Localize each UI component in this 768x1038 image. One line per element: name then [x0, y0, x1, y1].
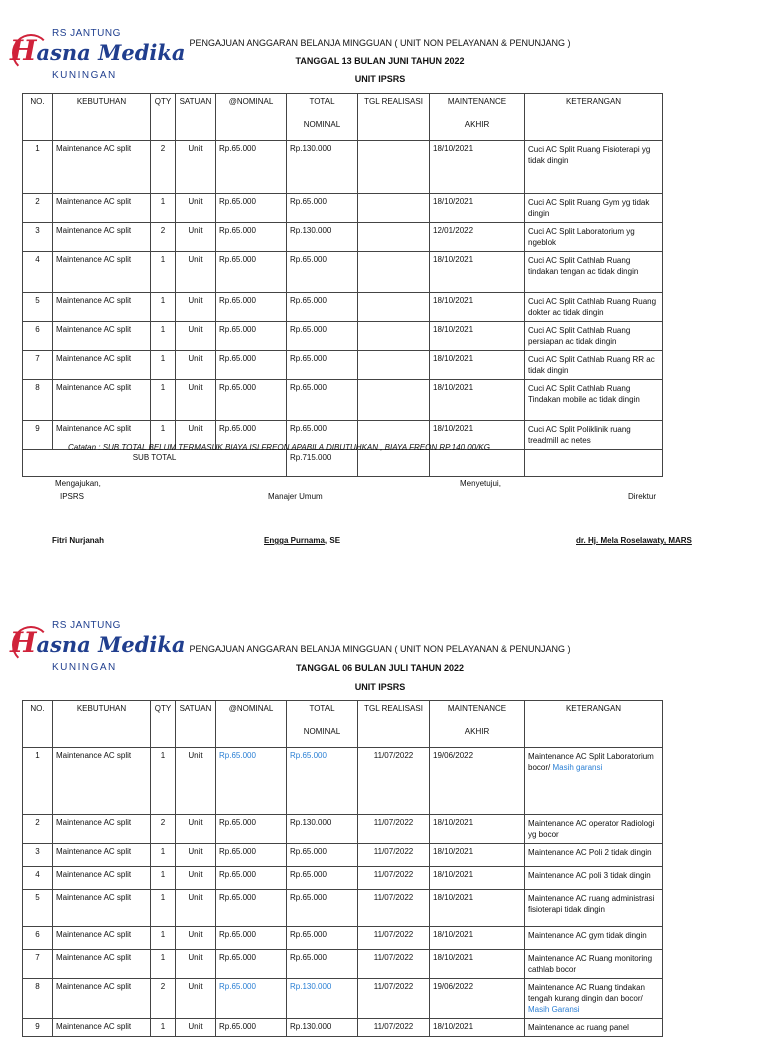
header-kebutuhan: KEBUTUHAN [53, 701, 151, 748]
header-qty: QTY [151, 701, 176, 748]
header-keterangan: KETERANGAN [525, 94, 663, 141]
cell-maintenance-akhir: 18/10/2021 [430, 421, 525, 450]
cell-no: 2 [23, 815, 53, 844]
cell-total: Rp.65.000 [287, 322, 358, 351]
table-row [23, 890, 663, 927]
cell-tgl-realisasi: 11/07/2022 [358, 815, 430, 844]
header-satuan: SATUAN [176, 701, 216, 748]
cell-kebutuhan: Maintenance AC split [53, 141, 151, 194]
cell-satuan: Unit [176, 950, 216, 979]
cell-tgl-realisasi [358, 351, 430, 380]
header-nominal: @NOMINAL [216, 701, 287, 748]
cell-no: 3 [23, 223, 53, 252]
cell-keterangan [525, 867, 663, 890]
cell-keterangan [525, 844, 663, 867]
cell-kebutuhan: Maintenance AC split [53, 223, 151, 252]
cell-satuan: Unit [176, 748, 216, 815]
cell-tgl-realisasi [358, 380, 430, 421]
document-title: PENGAJUAN ANGGARAN BELANJA MINGGUAN ( UNIT NON PELAYANAN & PENUNJANG ) [189, 38, 571, 48]
cell-tgl-realisasi [358, 322, 430, 351]
cell-total: Rp.65.000 [287, 351, 358, 380]
document-date: TANGGAL 13 BULAN JUNI TAHUN 2022 [295, 56, 465, 66]
cell-kebutuhan: Maintenance AC split [53, 927, 151, 950]
cell-kebutuhan: Maintenance AC split [53, 293, 151, 322]
cell-qty: 2 [151, 141, 176, 194]
cell-qty: 1 [151, 867, 176, 890]
cell-keterangan: Cuci AC Split Cathlab Ruang RR ac tidak dingin [525, 351, 663, 380]
cell-satuan: Unit [176, 252, 216, 293]
cell-satuan: Unit [176, 890, 216, 927]
signer-name-manajer [264, 536, 340, 545]
cell-nominal: Rp.65.000 [216, 890, 287, 927]
cell-tgl-realisasi: 11/07/2022 [358, 748, 430, 815]
cell-kebutuhan: Maintenance AC split [53, 867, 151, 890]
cell-maintenance-akhir: 19/06/2022 [430, 748, 525, 815]
cell-kebutuhan: Maintenance AC split [53, 815, 151, 844]
cell-tgl-realisasi [358, 194, 430, 223]
header-nominal: @NOMINAL [216, 94, 287, 141]
header-maintenance-line1: MAINTENANCE [447, 97, 507, 106]
cell-tgl-realisasi: 11/07/2022 [358, 927, 430, 950]
cell-qty: 1 [151, 293, 176, 322]
cell-maintenance-akhir: 18/10/2021 [430, 1019, 525, 1037]
cell-total: Rp.130.000 [287, 979, 358, 1019]
cell-kebutuhan: Maintenance AC split [53, 748, 151, 815]
cell-qty: 2 [151, 979, 176, 1019]
table-row [23, 979, 663, 1019]
table-row [23, 867, 663, 890]
cell-no: 3 [23, 844, 53, 867]
header-tgl-realisasi: TGL REALISASI [358, 701, 430, 748]
header-tgl-realisasi: TGL REALISASI [358, 94, 430, 141]
cell-tgl-realisasi: 11/07/2022 [358, 890, 430, 927]
table-row [23, 252, 663, 293]
cell-satuan: Unit [176, 815, 216, 844]
cell-qty: 1 [151, 252, 176, 293]
cell-no: 7 [23, 351, 53, 380]
cell-kebutuhan: Maintenance AC split [53, 1019, 151, 1037]
subtotal-value: Rp.715.000 [287, 450, 358, 477]
table-row [23, 351, 663, 380]
cell-total: Rp.65.000 [287, 380, 358, 421]
cell-nominal: Rp.65.000 [216, 380, 287, 421]
cell-no: 2 [23, 194, 53, 223]
document-unit: UNIT IPSRS [354, 74, 406, 84]
cell-total: Rp.65.000 [287, 421, 358, 450]
table-row [23, 322, 663, 351]
cell-no: 5 [23, 293, 53, 322]
document-title: PENGAJUAN ANGGARAN BELANJA MINGGUAN ( UNIT NON PELAYANAN & PENUNJANG ) [189, 644, 571, 654]
cell-nominal: Rp.65.000 [216, 927, 287, 950]
cell-keterangan [525, 815, 663, 844]
budget-request-document-july [0, 618, 768, 1038]
cell-maintenance-akhir: 18/10/2021 [430, 950, 525, 979]
cell-total: Rp.65.000 [287, 950, 358, 979]
logo-initial: H [10, 626, 37, 659]
cell-kebutuhan: Maintenance AC split [53, 979, 151, 1019]
cell-kebutuhan: Maintenance AC split [53, 322, 151, 351]
cell-total: Rp.65.000 [287, 194, 358, 223]
cell-total: Rp.65.000 [287, 293, 358, 322]
cell-maintenance-akhir: 18/10/2021 [430, 844, 525, 867]
cell-maintenance-akhir: 18/10/2021 [430, 815, 525, 844]
cell-kebutuhan: Maintenance AC split [53, 380, 151, 421]
subtotal-empty-cell [525, 450, 663, 477]
cell-maintenance-akhir: 12/01/2022 [430, 223, 525, 252]
header-maintenance-line2: AKHIR [464, 727, 490, 736]
header-total-line1: TOTAL [309, 704, 335, 713]
keterangan-text: Maintenance AC gym tidak dingin [528, 931, 647, 940]
cell-keterangan [525, 1019, 663, 1037]
header-total [287, 701, 358, 748]
header-maintenance [430, 701, 525, 748]
freon-note: Catatan : SUB TOTAL BELUM TERMASUK BIAYA ISI FREON APABILA DIBUTUHKAN , BIAYA FREON RP.140.00/KG [68, 443, 490, 452]
cell-total: Rp.65.000 [287, 890, 358, 927]
logo-name-rest: asna Medika [36, 40, 186, 65]
cell-nominal: Rp.65.000 [216, 252, 287, 293]
cell-total: Rp.130.000 [287, 223, 358, 252]
cell-tgl-realisasi [358, 252, 430, 293]
cell-maintenance-akhir: 18/10/2021 [430, 380, 525, 421]
cell-no: 1 [23, 748, 53, 815]
signer-name-ipsrs: Fitri Nurjanah [52, 536, 105, 545]
subtotal-label: SUB TOTAL [23, 450, 287, 477]
cell-no: 8 [23, 979, 53, 1019]
cell-qty: 1 [151, 844, 176, 867]
cell-keterangan [525, 950, 663, 979]
cell-maintenance-akhir: 18/10/2021 [430, 194, 525, 223]
cell-total: Rp.65.000 [287, 844, 358, 867]
table-header-row [23, 94, 663, 141]
cell-maintenance-akhir: 19/06/2022 [430, 979, 525, 1019]
cell-nominal: Rp.65.000 [216, 223, 287, 252]
cell-nominal: Rp.65.000 [216, 351, 287, 380]
cell-total: Rp.65.000 [287, 252, 358, 293]
header-no: NO. [23, 94, 53, 141]
subtotal-empty-cell [358, 450, 430, 477]
cell-nominal: Rp.65.000 [216, 421, 287, 450]
cell-satuan: Unit [176, 141, 216, 194]
table-row [23, 194, 663, 223]
cell-maintenance-akhir: 18/10/2021 [430, 293, 525, 322]
cell-no: 9 [23, 1019, 53, 1037]
signer-name-direktur: dr. Hj. Mela Roselawaty, MARS [576, 536, 692, 545]
cell-tgl-realisasi [358, 141, 430, 194]
subtotal-row [23, 450, 663, 477]
keterangan-text: Maintenance AC operator Radiologi yg bocor [528, 819, 655, 839]
table-row [23, 141, 663, 194]
cell-total: Rp.65.000 [287, 748, 358, 815]
cell-tgl-realisasi: 11/07/2022 [358, 867, 430, 890]
hospital-logo [10, 620, 186, 678]
hospital-logo [10, 28, 186, 86]
keterangan-warranty-note: Masih Garansi [528, 1005, 580, 1014]
table-row [23, 293, 663, 322]
cell-qty: 1 [151, 322, 176, 351]
cell-keterangan [525, 748, 663, 815]
logo-subtitle: KUNINGAN [52, 70, 117, 81]
cell-total: Rp.130.000 [287, 815, 358, 844]
cell-kebutuhan: Maintenance AC split [53, 844, 151, 867]
keterangan-text: Maintenance AC ruang administrasi fisioterapi tidak dingin [528, 894, 655, 914]
cell-satuan: Unit [176, 351, 216, 380]
cell-satuan: Unit [176, 223, 216, 252]
cell-kebutuhan: Maintenance AC split [53, 351, 151, 380]
cell-kebutuhan: Maintenance AC split [53, 194, 151, 223]
cell-satuan: Unit [176, 421, 216, 450]
table-row [23, 748, 663, 815]
cell-nominal: Rp.65.000 [216, 1019, 287, 1037]
cell-qty: 1 [151, 194, 176, 223]
cell-qty: 1 [151, 748, 176, 815]
cell-qty: 1 [151, 380, 176, 421]
keterangan-warranty-note: Masih garansi [552, 763, 603, 772]
header-maintenance-line1: MAINTENANCE [447, 704, 507, 713]
header-maintenance [430, 94, 525, 141]
signer-name-manajer-text: Engga Purnama [264, 536, 325, 545]
table-row [23, 844, 663, 867]
logo-name [10, 626, 186, 659]
cell-maintenance-akhir: 18/10/2021 [430, 351, 525, 380]
sig-manajer: Manajer Umum [268, 492, 323, 501]
header-total-line1: TOTAL [309, 97, 335, 106]
document-date: TANGGAL 06 BULAN JULI TAHUN 2022 [295, 663, 465, 673]
header-qty: QTY [151, 94, 176, 141]
cell-satuan: Unit [176, 979, 216, 1019]
cell-tgl-realisasi: 11/07/2022 [358, 950, 430, 979]
header-total-line2: NOMINAL [303, 727, 341, 736]
cell-nominal: Rp.65.000 [216, 815, 287, 844]
cell-satuan: Unit [176, 867, 216, 890]
keterangan-text: Maintenance AC Ruang tindakan tengah kurang dingin dan bocor/ [528, 983, 645, 1003]
cell-maintenance-akhir: 18/10/2021 [430, 927, 525, 950]
sig-direktur: Direktur [628, 492, 657, 501]
logo-subtitle: KUNINGAN [52, 662, 117, 673]
cell-total: Rp.65.000 [287, 927, 358, 950]
cell-kebutuhan: Maintenance AC split [53, 890, 151, 927]
cell-maintenance-akhir: 18/10/2021 [430, 890, 525, 927]
cell-keterangan [525, 927, 663, 950]
subtotal-empty-cell [430, 450, 525, 477]
cell-nominal: Rp.65.000 [216, 293, 287, 322]
cell-kebutuhan: Maintenance AC split [53, 252, 151, 293]
cell-satuan: Unit [176, 380, 216, 421]
header-kebutuhan: KEBUTUHAN [53, 94, 151, 141]
cell-nominal: Rp.65.000 [216, 748, 287, 815]
keterangan-text: Maintenance AC Split Laboratorium bocor/ [528, 752, 654, 772]
cell-keterangan: Cuci AC Split Ruang Gym yg tidak dingin [525, 194, 663, 223]
budget-table [22, 700, 663, 1037]
cell-keterangan [525, 979, 663, 1019]
cell-keterangan: Cuci AC Split Cathlab Ruang tindakan tengan ac tidak dingin [525, 252, 663, 293]
cell-tgl-realisasi [358, 293, 430, 322]
cell-nominal: Rp.65.000 [216, 322, 287, 351]
sig-ipsrs: IPSRS [60, 492, 85, 501]
cell-total: Rp.130.000 [287, 141, 358, 194]
sig-menyetujui: Menyetujui, [460, 479, 501, 488]
cell-qty: 1 [151, 1019, 176, 1037]
cell-keterangan: Cuci AC Split Cathlab Ruang persiapan ac tidak dingin [525, 322, 663, 351]
header-no: NO. [23, 701, 53, 748]
cell-no: 4 [23, 867, 53, 890]
cell-no: 7 [23, 950, 53, 979]
cell-no: 5 [23, 890, 53, 927]
header-maintenance-line2: AKHIR [464, 120, 490, 129]
cell-tgl-realisasi: 11/07/2022 [358, 979, 430, 1019]
cell-qty: 2 [151, 815, 176, 844]
cell-keterangan: Cuci AC Split Ruang Fisioterapi yg tidak dingin [525, 141, 663, 194]
cell-satuan: Unit [176, 293, 216, 322]
cell-keterangan: Cuci AC Split Cathlab Ruang Ruang dokter ac tidak dingin [525, 293, 663, 322]
table-row [23, 380, 663, 421]
cell-qty: 1 [151, 351, 176, 380]
cell-satuan: Unit [176, 194, 216, 223]
keterangan-text: Maintenance AC Poli 2 tidak dingin [528, 848, 652, 857]
cell-satuan: Unit [176, 1019, 216, 1037]
cell-total: Rp.130.000 [287, 1019, 358, 1037]
cell-tgl-realisasi [358, 223, 430, 252]
document-unit: UNIT IPSRS [354, 682, 406, 692]
signer-name-manajer-suffix: , SE [324, 536, 341, 545]
table-header-row [23, 701, 663, 748]
budget-table [22, 93, 663, 477]
cell-maintenance-akhir: 18/10/2021 [430, 141, 525, 194]
table-row [23, 927, 663, 950]
cell-no: 1 [23, 141, 53, 194]
cell-qty: 1 [151, 421, 176, 450]
cell-keterangan: Cuci AC Split Laboratorium yg ngeblok [525, 223, 663, 252]
cell-no: 6 [23, 927, 53, 950]
cell-nominal: Rp.65.000 [216, 950, 287, 979]
cell-total: Rp.65.000 [287, 867, 358, 890]
logo-top-text: RS JANTUNG [52, 28, 121, 39]
cell-maintenance-akhir: 18/10/2021 [430, 322, 525, 351]
cell-nominal: Rp.65.000 [216, 844, 287, 867]
cell-no: 4 [23, 252, 53, 293]
header-keterangan: KETERANGAN [525, 701, 663, 748]
header-satuan: SATUAN [176, 94, 216, 141]
table-row [23, 223, 663, 252]
cell-no: 9 [23, 421, 53, 450]
cell-nominal: Rp.65.000 [216, 194, 287, 223]
cell-kebutuhan: Maintenance AC split [53, 950, 151, 979]
cell-tgl-realisasi: 11/07/2022 [358, 1019, 430, 1037]
table-row [23, 815, 663, 844]
logo-initial: H [10, 34, 37, 67]
logo-name-rest: asna Medika [36, 632, 186, 657]
cell-satuan: Unit [176, 844, 216, 867]
cell-tgl-realisasi: 11/07/2022 [358, 844, 430, 867]
cell-qty: 2 [151, 223, 176, 252]
cell-qty: 1 [151, 927, 176, 950]
keterangan-text: Maintenance AC Ruang monitoring cathlab bocor [528, 954, 653, 974]
cell-nominal: Rp.65.000 [216, 141, 287, 194]
cell-qty: 1 [151, 890, 176, 927]
cell-satuan: Unit [176, 322, 216, 351]
keterangan-text: Maintenance ac ruang panel [528, 1023, 629, 1032]
table-row [23, 950, 663, 979]
header-total [287, 94, 358, 141]
cell-maintenance-akhir: 18/10/2021 [430, 867, 525, 890]
cell-keterangan: Cuci AC Split Poliklinik ruang treadmill ac netes [525, 421, 663, 450]
logo-top-text: RS JANTUNG [52, 620, 121, 631]
table-row [23, 1019, 663, 1037]
cell-nominal: Rp.65.000 [216, 979, 287, 1019]
cell-keterangan: Cuci AC Split Cathlab Ruang Tindakan mobile ac tidak dingin [525, 380, 663, 421]
cell-no: 8 [23, 380, 53, 421]
cell-no: 6 [23, 322, 53, 351]
cell-satuan: Unit [176, 927, 216, 950]
cell-maintenance-akhir: 18/10/2021 [430, 252, 525, 293]
sig-mengajukan: Mengajukan, [55, 479, 101, 488]
cell-nominal: Rp.65.000 [216, 867, 287, 890]
cell-keterangan [525, 890, 663, 927]
cell-qty: 1 [151, 950, 176, 979]
keterangan-text: Maintenance AC poli 3 tidak dingin [528, 871, 651, 880]
cell-kebutuhan: Maintenance AC split [53, 421, 151, 450]
header-total-line2: NOMINAL [303, 120, 341, 129]
